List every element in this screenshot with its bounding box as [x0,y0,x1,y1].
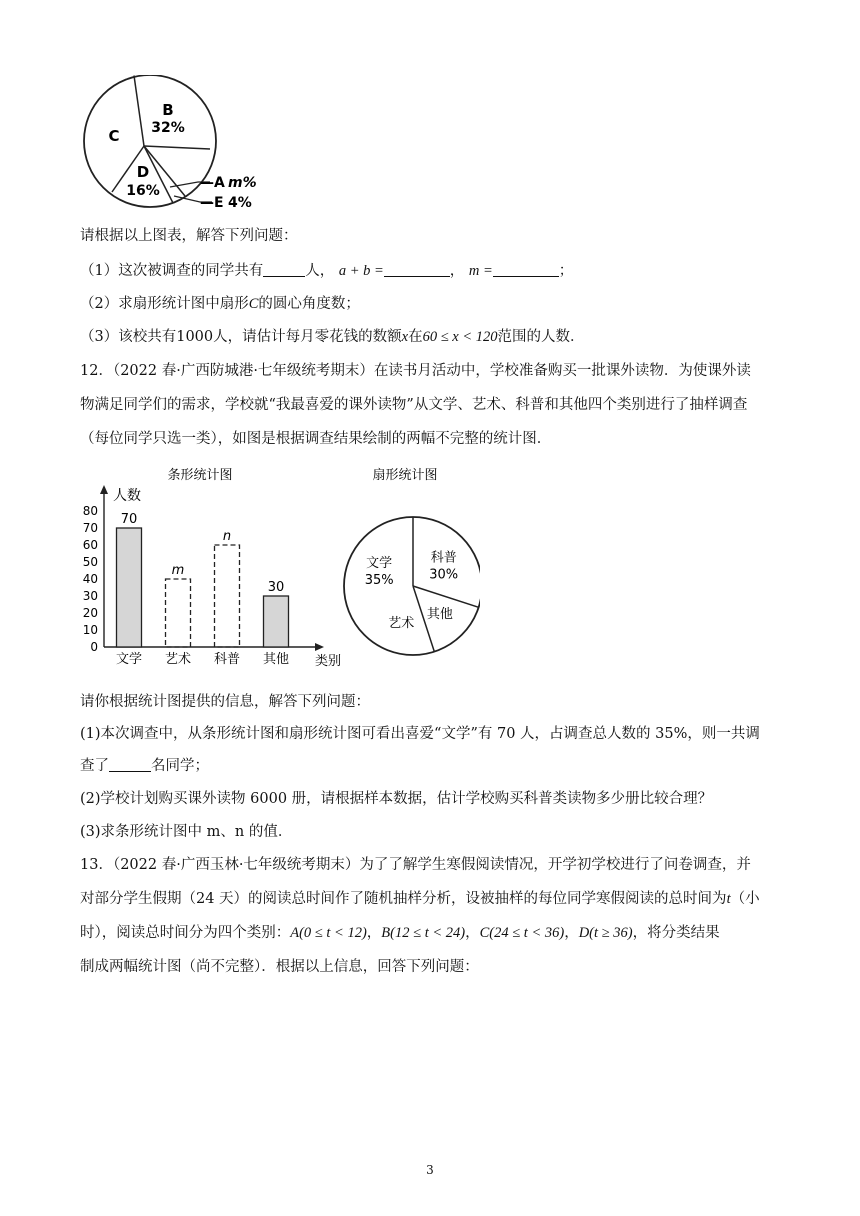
q11-p3-text-d: 范围的人数． [497,329,585,345]
bar-category-label: 科普 [213,652,241,667]
bar-value-label: n [222,529,232,544]
pie-chart-abcde [70,75,300,220]
bar-chart-xlabel: 类别 [315,654,342,669]
answer-blank-m[interactable] [493,262,559,277]
answer-blank-total[interactable] [263,262,305,277]
bar-ytick-label: 0 [90,640,98,654]
bar-category-label: 文学 [115,652,143,667]
bar-value-label: 30 [267,580,285,595]
pie2-slice-pct: 35% [364,572,394,588]
q13-line-4: 制成两幅统计图（尚不完整）．根据以上信息，回答下列问题： [80,959,479,975]
pie2-chart-title: 扇形统计图 [372,468,438,483]
q12-part1-line1: (1)本次调查中，从条形统计图和扇形统计图可看出喜爱“文学”有 70 人，占调查总人数的 35%，则一共调 [80,726,760,742]
q11-p2-text-b: 的圆心角度数； [258,296,360,312]
q11-p3-num: 1000 [176,329,214,345]
pie2-slice-label: 科普 [430,550,457,566]
bar-2 [166,579,191,647]
bar-ytick-label: 70 [82,521,98,535]
bar-3 [215,545,240,647]
q11-p2-text-a: （2）求扇形统计图中扇形 [80,296,249,312]
pie-chart-reading [340,460,480,675]
pie1-pct-e: 4% [228,195,252,211]
pie1-pct-d: 16% [126,183,160,199]
pie1-label-d: D [136,163,150,181]
q11-p1-ab: a + b = [338,263,384,279]
bar-4 [264,596,289,647]
q11-intro: 请根据以上图表，解答下列问题： [80,228,298,244]
pie1-label-a: —A [200,175,225,191]
q11-p1-text-b: 人， [305,263,335,279]
q12-p1-text-a: 查了 [80,758,109,774]
q11-p1-comma: ， [449,263,465,279]
page-number: 3 [426,1163,434,1177]
q11-p3-text-c: 在 [408,329,423,345]
q11-part3 [80,327,585,347]
bar-ytick-label: 10 [82,623,98,637]
bar-value-label: 70 [120,512,138,527]
q13-category-c: C(24 ≤ t < 36) [479,925,565,941]
q12-line-2: 物满足同学们的需求，学校就“我最喜爱的课外读物”从文学、艺术、科普和其他四个类别进行了抽样调查 [80,397,748,413]
bar-chart [80,460,350,675]
pie1-pct-a: m% [228,175,257,191]
q11-p3-text-a: （3）该校共有 [80,329,177,345]
q11-part1 [80,261,573,281]
pie2-slice-boundary [413,586,479,607]
bar-ytick-label: 30 [82,589,98,603]
pie2-slice-label: 艺术 [388,616,415,632]
q11-p1-semicolon: ； [558,263,574,279]
bar-ytick-label: 20 [82,606,98,620]
q13-line-1: 13．（2022 春·广西玉林·七年级统考期末）为了了解学生寒假阅读情况，开学初学校进行了问卷调查，并 [80,857,751,873]
q12-part3: (3)求条形统计图中 m、n 的值． [80,824,293,840]
q11-p3-var: x [401,329,409,345]
pie2-slice-label: 文学 [366,555,393,571]
q11-p2-var: C [248,296,259,312]
bar-1 [117,528,142,647]
pie1-label-c: C [108,127,120,145]
bar-chart-ylabel: 人数 [113,488,141,504]
bar-ytick-label: 80 [82,504,98,518]
pie2-slice-pct: 30% [429,567,459,583]
bar-ytick-label: 40 [82,572,98,586]
q13-line2-var: t [726,891,731,907]
q13-line3-text-b: ，将分类结果 [632,925,720,941]
q13-line-2 [80,889,760,909]
q13-line3-text-a: 时），阅读总时间分为四个类别： [80,925,291,941]
pie1-label-b: B [162,101,174,119]
q11-p3-text-b: 人，请估计每月零花钱的数额 [213,329,402,345]
q13-category-d: D(t ≥ 36) [578,925,633,941]
q12-line-3: （每位同学只选一类），如图是根据调查结果绘制的两幅不完整的统计图． [80,431,552,447]
bar-ytick-label: 60 [82,538,98,552]
q11-part2 [80,294,360,314]
bar-category-label: 其他 [262,652,290,667]
pie1-pct-b: 32% [151,120,185,136]
q12-line-1: 12．（2022 春·广西防城港·七年级统考期末）在读书月活动中，学校准备购买一批课外读物．为使课外读 [80,363,751,379]
q13-line2-text-b: （小 [730,891,760,907]
pie1-label-e: —E [200,195,224,211]
q11-p3-range: 60 ≤ x < 120 [422,329,498,345]
q11-p1-text-a: （1）这次被调查的同学共有 [80,263,264,279]
q11-p1-m: m = [468,263,493,279]
pie2-slice-label: 其他 [426,606,453,622]
q13-category-b: B(12 ≤ t < 24) [381,925,466,941]
answer-blank-total-students[interactable] [109,757,151,772]
answer-blank-ab[interactable] [384,262,450,277]
q13-line2-text-a: 对部分学生假期（24 天）的阅读总时间作了随机抽样分析，设被抽样的每位同学寒假阅读的总时间为 [80,891,727,907]
q12-p1-text-b: 名同学； [151,758,209,774]
bar-value-label: m [171,563,185,578]
bar-ytick-label: 50 [82,555,98,569]
q13-line-3: 时），阅读总时间分为四个类别：A(0 ≤ t < 12)，B(12 ≤ t < 24)，C(24 ≤ t < 36)，D(t ≥ 36)，将分类结果 [80,925,720,941]
q13-category-a: A(0 ≤ t < 12) [290,925,367,941]
q12-intro: 请你根据统计图提供的信息，解答下列问题： [80,694,370,710]
bar-chart-title: 条形统计图 [167,468,233,483]
bar-category-label: 艺术 [164,652,192,667]
q12-part1-line2 [80,756,209,776]
q12-part2: (2)学校计划购买课外读物 6000 册，请根据样本数据，估计学校购买科普类读物多少册比较合理？ [80,791,713,807]
